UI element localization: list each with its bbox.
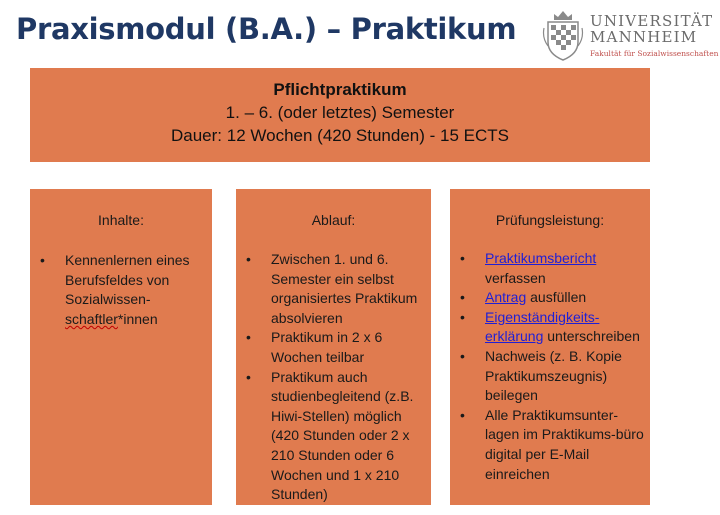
list-item: • Eigenständigkeits-erklärung unterschreiben	[450, 308, 650, 347]
university-logo	[540, 6, 718, 64]
pruefung-box	[450, 189, 650, 505]
list-item: • Antrag ausfüllen	[450, 288, 650, 308]
logo-faculty: Fakultät für Sozialwissenschaften	[590, 49, 719, 58]
crest-icon	[542, 8, 584, 62]
ablauf-box	[236, 189, 431, 505]
list-item: • Kennenlernen eines Berufsfeldes von Sozialwissen- schaftler*innen	[30, 251, 212, 329]
inhalte-heading: Inhalte:	[98, 212, 144, 228]
list-item: • Praktikum auch studienbegleitend (z.B. Hiwi-Stellen) möglich (420 Stunden oder 2 x 210 Stunden oder 6 Wochen und 1 x 210 Stunden)	[236, 368, 431, 505]
pruefung-list	[450, 249, 650, 484]
antrag-link[interactable]: Antrag	[485, 289, 527, 306]
inhalte-box	[30, 189, 212, 505]
summary-heading: Pflichtpraktikum	[273, 80, 407, 99]
list-item: • Praktikumsbericht verfassen	[450, 249, 650, 288]
ablauf-heading: Ablauf:	[311, 212, 356, 228]
list-item: • Praktikum in 2 x 6 Wochen teilbar	[236, 328, 431, 367]
eigenstaendigkeitserklaerung-link[interactable]: Eigenständigkeits-erklärung	[485, 308, 600, 345]
summary-semester: 1. – 6. (oder letztes) Semester	[225, 103, 455, 122]
pruefung-heading: Prüfungsleistung:	[495, 212, 605, 228]
page-title: Praxismodul (B.A.) – Praktikum	[16, 12, 517, 46]
list-item: • Alle Praktikumsunter-lagen im Praktikums-büro digital per E-Mail einreichen	[450, 406, 650, 484]
praktikumsbericht-link[interactable]: Praktikumsbericht	[485, 250, 597, 266]
inhalte-list	[30, 251, 212, 329]
list-item: • Zwischen 1. und 6. Semester ein selbst organisiertes Praktikum absolvieren	[236, 250, 431, 328]
ablauf-list	[236, 250, 431, 505]
summary-duration: Dauer: 12 Wochen (420 Stunden) - 15 ECTS	[171, 126, 509, 145]
list-item: • Nachweis (z. B. Kopie Praktikumszeugnis) beilegen	[450, 347, 650, 406]
summary-box	[30, 68, 650, 162]
logo-city: MANNHEIM	[590, 28, 698, 46]
logo-university: UNIVERSITÄT	[590, 12, 714, 30]
